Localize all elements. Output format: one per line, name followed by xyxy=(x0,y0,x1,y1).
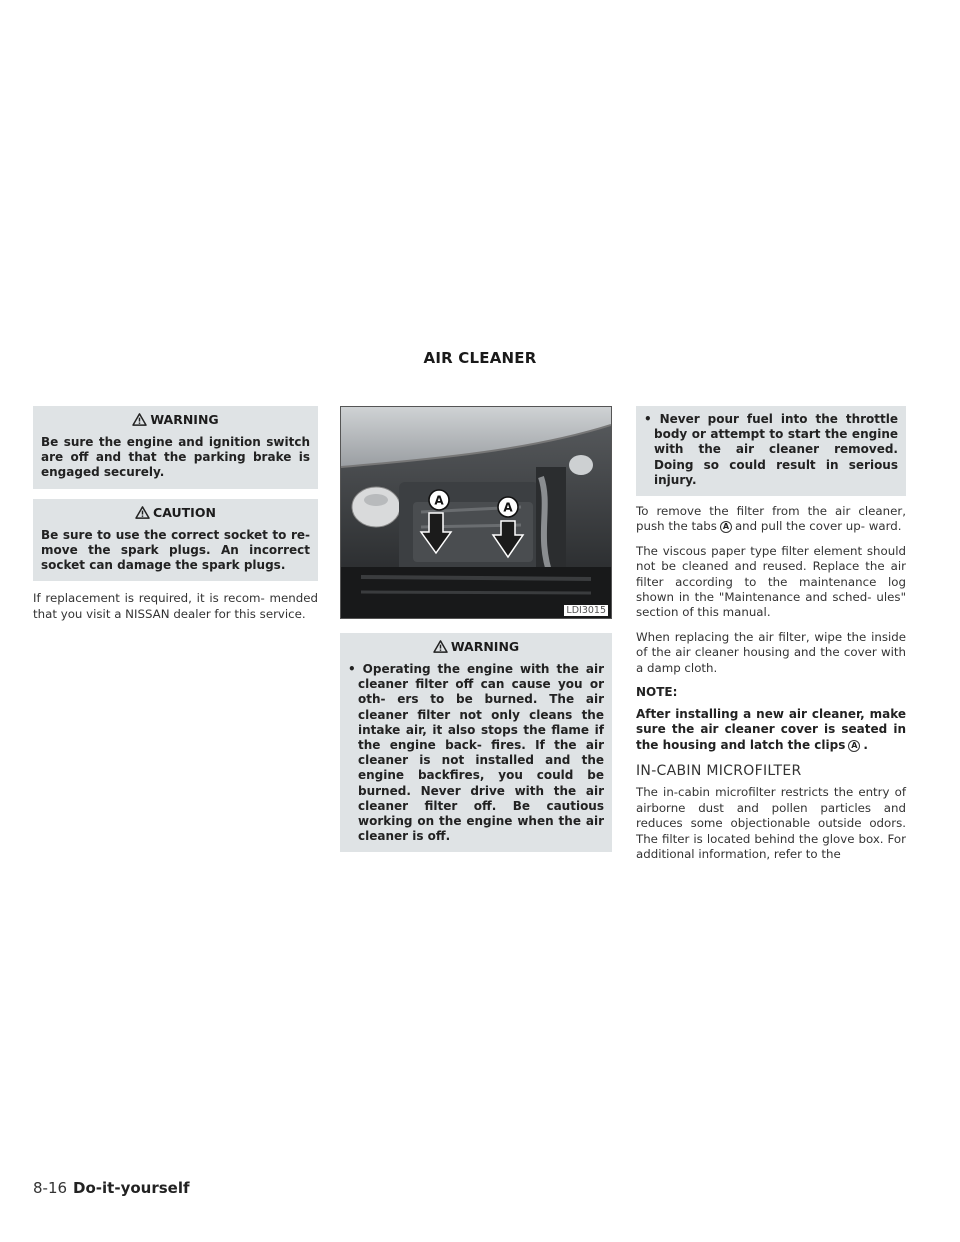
callout-a-icon: A xyxy=(848,740,860,752)
warning-box xyxy=(340,633,612,852)
engine-bay-figure xyxy=(340,406,612,619)
body-paragraph: To remove the filter from the air cleaner, push the tabs A and pull the cover up- ward. xyxy=(636,504,906,534)
note-label: NOTE: xyxy=(636,685,678,700)
column-right xyxy=(636,406,906,871)
warning-title: WARNING xyxy=(348,637,604,662)
engine-bay-illustration xyxy=(341,407,611,618)
callout-a-icon: A xyxy=(720,521,732,533)
caution-title: CAUTION xyxy=(41,503,310,528)
body-paragraph: The in-cabin microfilter restricts the entry of airborne dust and pollen particles and reduces some objectionable outside odors. The filter is located behind the glove box. For additional information, refer to the xyxy=(636,785,906,861)
figure-code: LDI3015 xyxy=(566,605,606,616)
svg-text:A: A xyxy=(503,500,513,515)
warning-bullet: • Never pour fuel into the throttle body or attempt to start the engine with the air cleaner removed. Doing so could result in serious injury. xyxy=(644,412,898,487)
page-footer xyxy=(33,1179,190,1197)
warning-box xyxy=(33,406,318,489)
body-paragraph: When replacing the air filter, wipe the inside of the air cleaner housing and the cover with a damp cloth. xyxy=(636,629,906,675)
warning-triangle-icon xyxy=(433,640,448,653)
warning-triangle-icon xyxy=(135,506,150,519)
body-paragraph: The viscous paper type filter element should not be cleaned and reused. Replace the air filter according to the maintenance log shown in the "Maintenance and sched- ules" section of this manual. xyxy=(636,543,906,620)
column-left xyxy=(33,406,318,631)
chapter-name: Do-it-yourself xyxy=(73,1179,190,1197)
page-number: 8-16 xyxy=(33,1179,68,1197)
caution-text: Be sure to use the correct socket to re- move the spark plugs. An incorrect socket can damage the spark plugs. xyxy=(41,527,310,573)
svg-text:A: A xyxy=(434,493,444,508)
warning-box-continued xyxy=(636,406,906,496)
warning-triangle-icon xyxy=(132,413,147,426)
section-title: AIR CLEANER xyxy=(423,349,537,367)
warning-title: WARNING xyxy=(41,410,310,435)
subsection-title: IN-CABIN MICROFILTER xyxy=(636,763,802,780)
warning-text: Be sure the engine and ignition switch are off and that the parking brake is engaged securely. xyxy=(41,435,310,480)
body-paragraph: If replacement is required, it is recom- mended that you visit a NISSAN dealer for this service. xyxy=(33,591,318,621)
warning-bullet: • Operating the engine with the air cleaner filter off can cause you or oth- ers to be burned. The air cleaner filter not only cleans the intake air, it also stops the flame if the engine back- fires. If the air cleaner is not installed and the engine backfires, you could be burned. Never drive with the air cleaner filter off. Be cautious working on the engine when the air cleaner is off. xyxy=(348,662,604,844)
column-middle xyxy=(340,406,612,852)
note-text: After installing a new air cleaner, make sure the air cleaner cover is seated in the housing and latch the clips A . xyxy=(636,707,906,752)
caution-box xyxy=(33,499,318,582)
